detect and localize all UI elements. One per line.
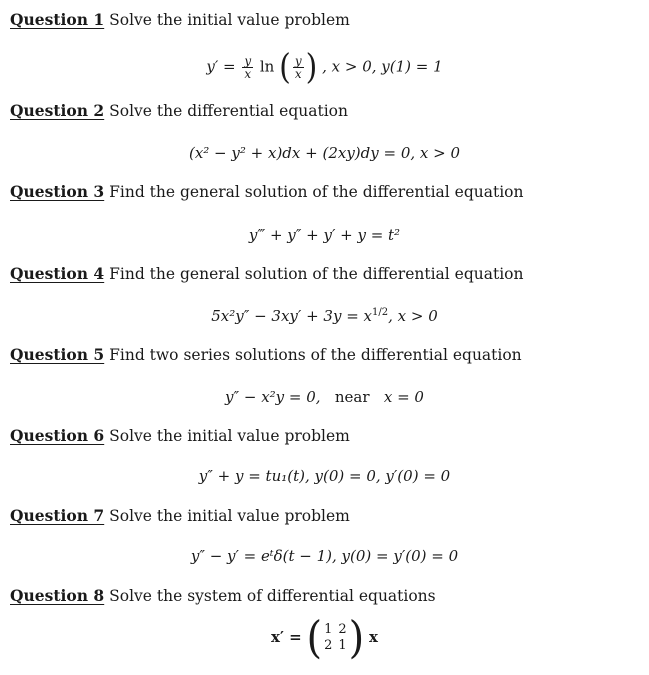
- equation-part: y′ =: [206, 57, 241, 76]
- right-paren: ): [305, 46, 318, 88]
- question-text: Solve the initial value problem: [109, 427, 350, 445]
- ln-operator: ln: [255, 57, 280, 76]
- equation-8: [0, 612, 649, 664]
- question-1: [10, 10, 350, 29]
- question-3: [10, 182, 524, 201]
- equation-part: 5x²y″ − 3xy′ + 3y = x: [211, 307, 373, 325]
- question-label: Question 7: [10, 506, 105, 525]
- question-label: Question 2: [10, 101, 105, 120]
- matrix-entry: 1: [324, 622, 333, 637]
- equation-part: x = 0: [383, 388, 424, 406]
- question-text: Solve the initial value problem: [109, 11, 350, 29]
- matrix-entry: 2: [324, 638, 333, 653]
- equation-lhs: x′ =: [271, 628, 302, 646]
- left-paren: (: [279, 46, 291, 88]
- question-label: Question 6: [10, 426, 105, 445]
- question-label: Question 1: [10, 10, 105, 29]
- question-text: Solve the system of differential equations: [109, 587, 436, 605]
- question-text: Find the general solution of the differential equation: [109, 183, 524, 201]
- right-paren: ): [348, 612, 365, 664]
- question-label: Question 4: [10, 264, 105, 283]
- fraction: [242, 55, 253, 80]
- equation-text: y″ − y′ = eᵗδ(t − 1), y(0) = y′(0) = 0: [190, 547, 459, 565]
- question-5: [10, 345, 522, 364]
- equation-part: , x > 0, y(1) = 1: [317, 57, 443, 76]
- coefficient-matrix: [306, 612, 365, 664]
- equation-text: y‴ + y″ + y′ + y = t²: [248, 226, 401, 244]
- question-text: Find the general solution of the differential equation: [109, 265, 524, 283]
- fraction-numerator: y: [294, 54, 302, 68]
- question-6: [10, 426, 350, 445]
- question-4: [10, 264, 524, 283]
- question-text: Find two series solutions of the differential equation: [109, 346, 522, 364]
- near-word: near: [334, 388, 370, 406]
- equation-part: , x > 0: [388, 307, 438, 325]
- equation-text: y″ + y = tu₁(t), y(0) = 0, y′(0) = 0: [198, 467, 451, 485]
- exponent: 1/2: [372, 307, 389, 318]
- question-7: [10, 506, 350, 525]
- question-label: Question 3: [10, 182, 105, 201]
- equation-text: (x² − y² + x)dx + (2xy)dy = 0, x > 0: [188, 144, 461, 162]
- question-label: Question 8: [10, 586, 105, 605]
- fraction-denominator: x: [294, 67, 302, 81]
- fraction-numerator: y: [244, 54, 252, 68]
- equation-7: [0, 547, 649, 565]
- equation-rhs: x: [369, 628, 378, 646]
- equation-1: [0, 46, 649, 88]
- equation-5: [0, 388, 649, 406]
- question-label: Question 5: [10, 345, 105, 364]
- question-text: Solve the initial value problem: [109, 507, 350, 525]
- equation-part: y″ − x²y = 0,: [225, 388, 321, 406]
- equation-4: [0, 307, 649, 325]
- equation-3: [0, 226, 649, 244]
- equation-2: [0, 144, 649, 162]
- fraction-denominator: x: [244, 67, 252, 81]
- question-8: [10, 586, 436, 605]
- question-text: Solve the differential equation: [109, 102, 348, 120]
- fraction: [293, 55, 304, 80]
- question-2: [10, 101, 348, 120]
- matrix-entry: 2: [338, 622, 347, 637]
- equation-6: [0, 467, 649, 485]
- matrix-entry: 1: [338, 638, 347, 653]
- left-paren: (: [306, 612, 323, 664]
